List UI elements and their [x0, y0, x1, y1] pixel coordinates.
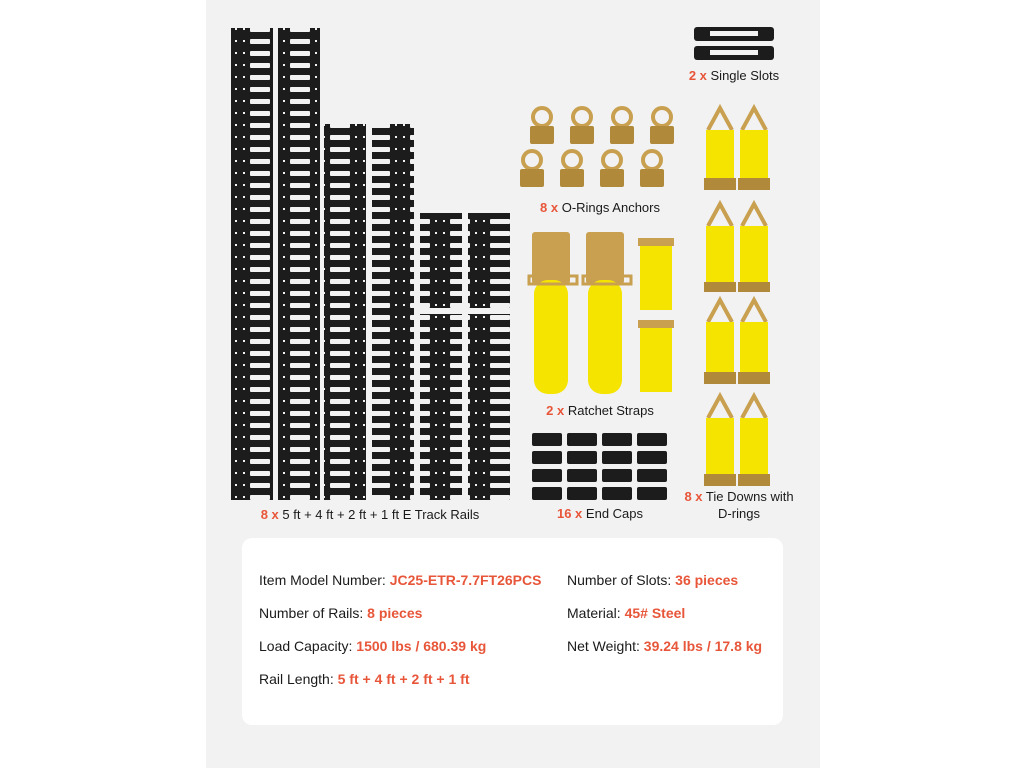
spec-rail-length: Rail Length: 5 ft + 4 ft + 2 ft + 1 ft	[259, 671, 470, 687]
rail-1ft-2	[468, 213, 510, 308]
rail-4ft-1	[324, 124, 366, 500]
end-caps	[532, 433, 667, 500]
ratchet-straps	[529, 232, 674, 394]
rail-4ft-2	[372, 124, 414, 500]
rail-5ft-1	[231, 28, 273, 500]
rail-2ft-2	[468, 314, 510, 500]
spec-net-weight: Net Weight: 39.24 lbs / 17.8 kg	[567, 638, 763, 654]
label-end-caps: 16 x End Caps	[556, 506, 644, 521]
spec-load-capacity: Load Capacity: 1500 lbs / 680.39 kg	[259, 638, 487, 654]
label-track-rails: 8 x 5 ft + 4 ft + 2 ft + 1 ft E Track Rails	[260, 507, 480, 522]
e-track-rails	[231, 28, 510, 500]
rail-2ft-1	[420, 314, 462, 500]
spec-model: Item Model Number: JC25-ETR-7.7FT26PCS	[259, 572, 542, 588]
spec-slots: Number of Slots: 36 pieces	[567, 572, 739, 588]
single-slots	[694, 27, 774, 60]
label-single-slots: 2 x Single Slots	[688, 68, 780, 83]
tie-downs-with-d-rings	[704, 108, 770, 486]
spec-rails: Number of Rails: 8 pieces	[259, 605, 423, 621]
label-ratchet-straps: 2 x Ratchet Straps	[546, 403, 654, 418]
rail-5ft-2	[278, 28, 320, 500]
label-o-rings: 8 x O-Rings Anchors	[540, 200, 660, 215]
spec-material: Material: 45# Steel	[567, 605, 686, 621]
spec-card	[242, 538, 783, 725]
rail-1ft-1	[420, 213, 462, 308]
label-tie-downs: 8 x Tie Downs with D-rings	[684, 489, 794, 521]
